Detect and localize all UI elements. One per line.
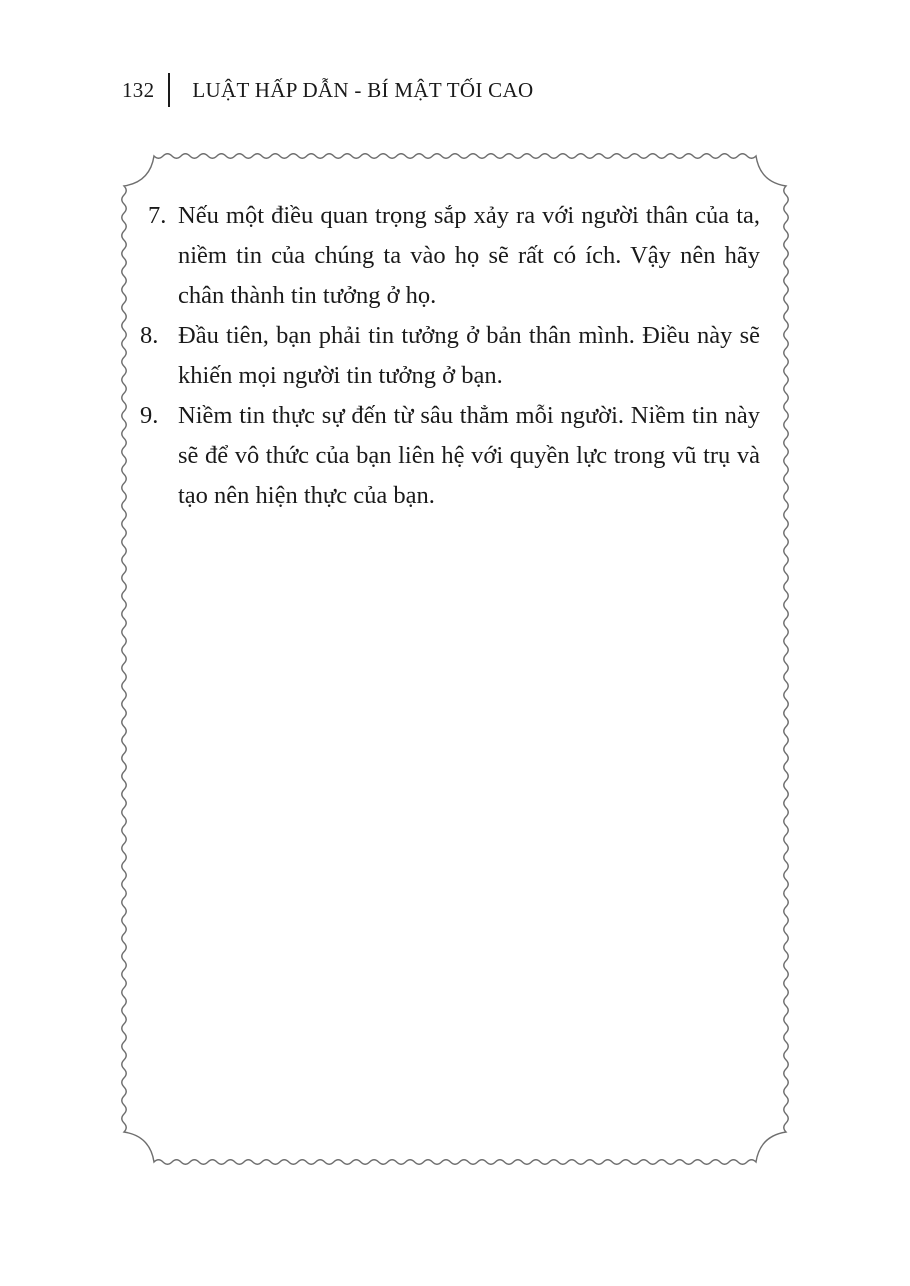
list-item	[140, 316, 760, 396]
item-text: Niềm tin thực sự đến từ sâu thẳm mỗi người. Niềm tin này sẽ để vô thức của bạn liên hệ với quyền lực trong vũ trụ và tạo nên hiện thực của bạn.	[178, 402, 760, 509]
item-number: 9.	[140, 402, 159, 429]
item-number: 7.	[148, 202, 167, 229]
page-number: 132	[122, 77, 155, 102]
list-item	[140, 196, 760, 316]
list-item	[140, 396, 760, 516]
item-text: Nếu một điều quan trọng sắp xảy ra với người thân của ta, niềm tin của chúng ta vào họ sẽ rất có ích. Vậy nên hãy chân thành tin tưởng ở họ.	[178, 202, 760, 309]
item-number: 8.	[140, 322, 159, 349]
content-box	[140, 196, 760, 516]
item-text: Đầu tiên, bạn phải tin tưởng ở bản thân mình. Điều này sẽ khiến mọi người tin tưởng ở bạn.	[178, 322, 760, 389]
book-title: LUẬT HẤP DẪN - BÍ MẬT TỐI CAO	[192, 77, 534, 102]
